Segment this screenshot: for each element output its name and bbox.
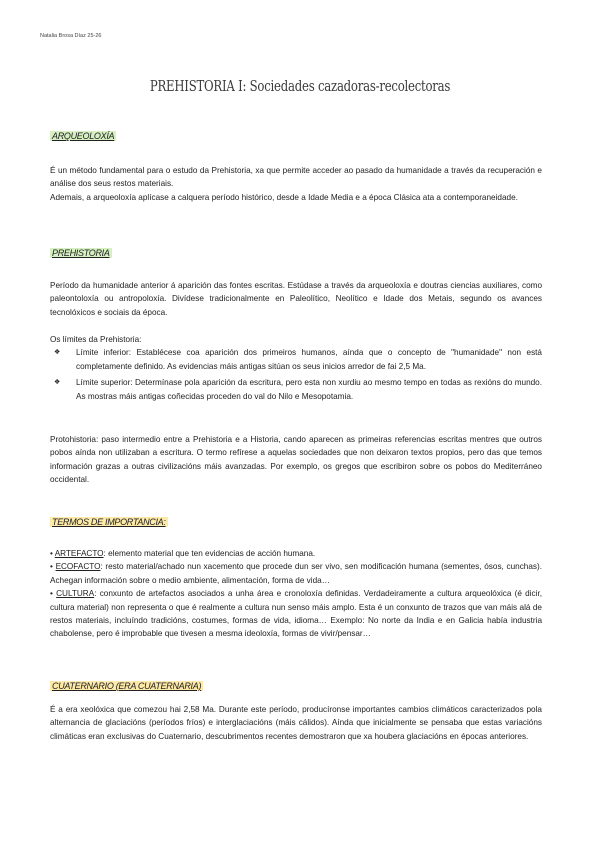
heading-termos: TERMOS DE IMPORTANCIA: bbox=[52, 517, 166, 527]
list-item bbox=[54, 376, 542, 403]
term-ecofacto: ECOFACTO bbox=[55, 562, 101, 572]
bullet-icon: • bbox=[50, 562, 53, 572]
limit-upper: Límite superior: Determínase pola aparición da escritura, pero esta non xurdiu ao mesmo tempo en todas as rexións do mundo. As mostras máis antigas coñecidas proceden do val do Nilo e Mesopotamia. bbox=[76, 378, 542, 401]
term-cultura-definition: : conxunto de artefactos asociados a unha área e cronoloxía definidas. Verdadeiramente a cultura arqueolóxica (é dicir, cultura material) non representa o que é realmente a cultura nun senso máis amplo. Esta é un conxunto de trazos que van máis alá de restos materiais, incluíndo tradicións, costumes, formas de vida, idioma… Exemplo: No norte da India e en Galicia había industria chabolense, pero é improbable que tivesen a mesma ideoloxía, formas de vivir/pensar… bbox=[50, 589, 542, 639]
prehistoria-limits bbox=[50, 333, 542, 403]
term-cultura: CULTURA bbox=[56, 589, 95, 599]
prehistoria-paragraph-1: Período da humanidade anterior á aparición das fontes escritas. Estúdase a través da arqueoloxía e doutras ciencias auxiliares, como paleontoloxía ou antropoloxía. Divídese tradicionalmente en Paleolítico, Neolítico e Idade dos Metais, segundo os avances tecnolóxicos e sociais da época. bbox=[50, 281, 542, 317]
term-ecofacto-definition: : resto material/achado nun xacemento que procede dun ser vivo, sen modificación humana (sementes, ósos, cunchas). Achegan información sobre o medio ambiente, alimentación, forma de vida… bbox=[50, 562, 542, 585]
terms-list bbox=[50, 547, 542, 641]
protohistoria-paragraph: Protohistoria: paso intermedio entre a Prehistoria e a Historia, cando aparecen as primeiras referencias escritas mentres que outros pobos aínda non utilizaban a escritura. O termo refírese a aquelas sociedades que non deixaron textos propios, pero das que temos información grazas a outras civilizacións máis avanzadas. Por exemplo, os gregos que escribiron sobre os pobos do Mediterráneo occidental. bbox=[50, 435, 542, 485]
list-item bbox=[54, 346, 542, 373]
diamond-bullet-icon: ❖ bbox=[54, 379, 61, 387]
arqueoloxia-text bbox=[50, 164, 542, 204]
arqueoloxia-paragraph-2: Ademais, a arqueoloxía aplícase a calquera período histórico, desde a Idade Media e a época Clásica ata a contemporaneidade. bbox=[50, 192, 518, 202]
heading-prehistoria: PREHISTORIA bbox=[52, 248, 110, 258]
heading-cuaternario: CUATERNARIO (ERA CUATERNARIA) bbox=[52, 681, 202, 691]
limit-lower: Límite inferior: Establécese coa aparición dos primeiros humanos, aínda que o concepto de "humanidade" non está completamente definido. As evidencias máis antigas sitúan os seus inicios arredor de fai 2,5 Ma. bbox=[76, 348, 542, 371]
arqueoloxia-paragraph-1: É un método fundamental para o estudo da Prehistoria, xa que permite acceder ao pasado da humanidade a través da recuperación e análise dos seus restos materiais. bbox=[50, 166, 542, 189]
page-title: PREHISTORIA I: Sociedades cazadoras-recolectoras bbox=[149, 77, 451, 95]
bullet-icon: • bbox=[50, 549, 53, 558]
term-artefacto: ARTEFACTO bbox=[54, 549, 104, 558]
heading-arqueoloxia: ARQUEOLOXÍA bbox=[52, 131, 115, 141]
term-artefacto-definition: : elemento material que ten evidencias de acción humana. bbox=[103, 549, 316, 558]
author-note: Natalia Brosa Díaz 25-26 bbox=[40, 33, 102, 39]
term-item bbox=[50, 547, 542, 560]
limits-intro: Os límites da Prehistoria: bbox=[50, 335, 142, 344]
term-item bbox=[50, 587, 542, 641]
term-item bbox=[50, 560, 542, 587]
bullet-icon: • bbox=[50, 589, 53, 599]
diamond-bullet-icon: ❖ bbox=[54, 349, 61, 357]
cuaternario-paragraph: É a era xeolóxica que comezou hai 2,58 Ma. Durante este período, producíronse importantes cambios climáticos caracterizados pola alternancia de glaciacións (períodos fríos) e interglaciacións (máis cálidos). Aínda que inicialmente se pensaba que estas variacións climáticas eran exclusivas do Cuaternario, descubrimentos recentes demostraron que xa houbera glaciacións en épocas anteriores. bbox=[50, 705, 542, 741]
